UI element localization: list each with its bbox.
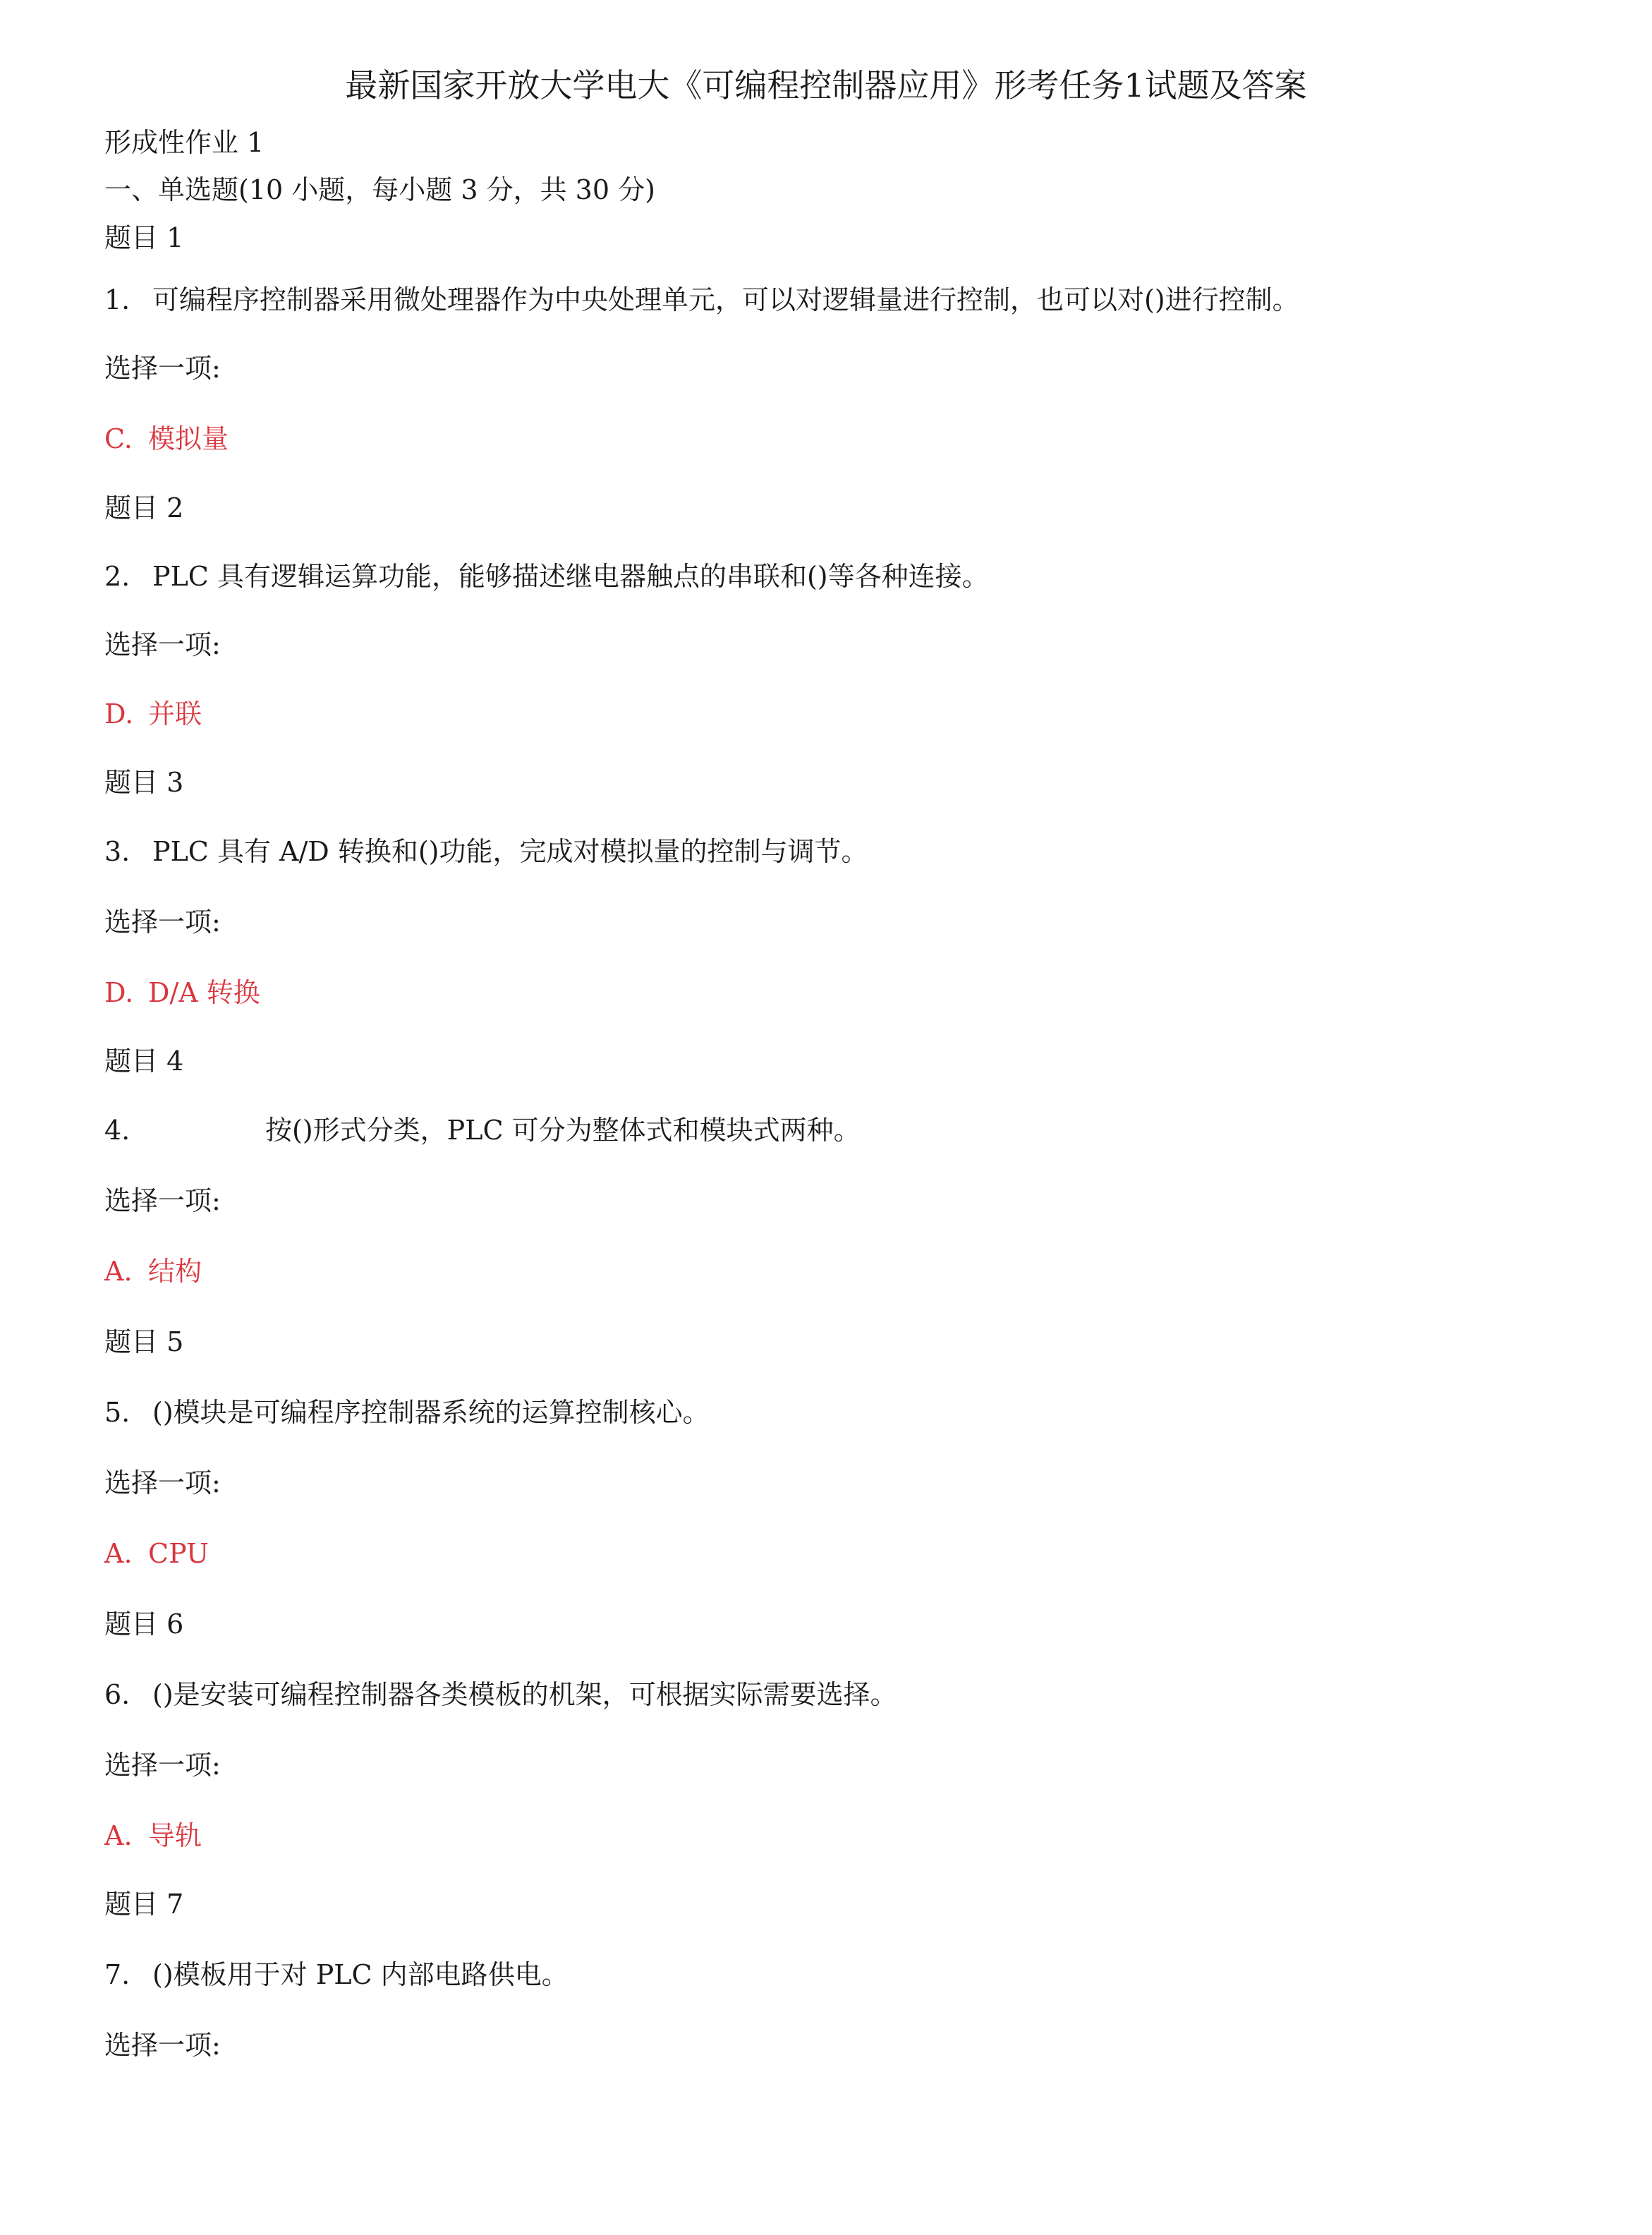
question-heading: 题目 5 — [104, 1326, 184, 1357]
answer-letter: A. — [104, 1820, 133, 1851]
answer-letter: A. — [104, 1256, 133, 1287]
answer-text: 结构 — [148, 1256, 202, 1287]
question-text — [104, 1117, 861, 1144]
question-body: PLC 具有 A/D 转换和()功能，完成对模拟量的控制与调节。 — [152, 836, 868, 867]
answer — [104, 1540, 209, 1567]
answer-text: D/A 转换 — [148, 977, 260, 1008]
section-heading: 一、单选题(10 小题，每小题 3 分，共 30 分) — [104, 174, 655, 205]
choose-label: 选择一项: — [104, 353, 221, 384]
question-heading: 题目 4 — [104, 1046, 184, 1077]
question-number: 1. — [104, 284, 130, 315]
choose-label: 选择一项: — [104, 907, 221, 938]
question-text — [104, 286, 1299, 313]
question-heading: 题目 2 — [104, 492, 184, 523]
answer-text: CPU — [148, 1538, 209, 1569]
question-text — [104, 1961, 569, 1988]
question-number: 5. — [104, 1397, 130, 1428]
question-heading: 题目 7 — [104, 1889, 184, 1920]
answer — [104, 1822, 202, 1849]
question-text — [104, 1681, 897, 1708]
answer-letter: C. — [104, 423, 133, 454]
choose-label: 选择一项: — [104, 1185, 221, 1216]
answer-text: 并联 — [148, 698, 202, 729]
question-body: ()是安装可编程控制器各类模板的机架，可根据实际需要选择。 — [152, 1679, 897, 1710]
question-text — [104, 563, 989, 590]
question-heading: 题目 6 — [104, 1609, 184, 1640]
question-heading: 题目 1 — [104, 222, 184, 253]
question-body: 可编程序控制器采用微处理器作为中央处理单元，可以对逻辑量进行控制，也可以对()进行控制。 — [152, 284, 1299, 315]
answer-letter: A. — [104, 1538, 133, 1569]
answer — [104, 979, 260, 1006]
choose-label: 选择一项: — [104, 1467, 221, 1498]
answer-text: 导轨 — [148, 1820, 202, 1851]
answer — [104, 425, 229, 452]
question-number: 2. — [104, 561, 130, 592]
choose-label: 选择一项: — [104, 629, 221, 660]
question-text — [104, 838, 868, 865]
question-text — [104, 1399, 710, 1426]
answer-letter: D. — [104, 977, 134, 1008]
choose-label: 选择一项: — [104, 1750, 221, 1781]
question-heading: 题目 3 — [104, 767, 184, 798]
question-body: 按()形式分类，PLC 可分为整体式和模块式两种。 — [265, 1115, 861, 1146]
question-number: 4. — [104, 1115, 130, 1146]
document-title: 最新国家开放大学电大《可编程控制器应用》形考任务1试题及答案 — [345, 66, 1307, 104]
choose-label: 选择一项: — [104, 2030, 221, 2061]
question-body: PLC 具有逻辑运算功能，能够描述继电器触点的串联和()等各种连接。 — [152, 561, 989, 592]
answer-text: 模拟量 — [148, 423, 229, 454]
question-number: 7. — [104, 1959, 130, 1990]
answer — [104, 698, 202, 729]
answer-letter: D. — [104, 698, 134, 729]
answer — [104, 1258, 202, 1285]
question-number: 3. — [104, 836, 130, 867]
question-body: ()模块是可编程序控制器系统的运算控制核心。 — [152, 1397, 710, 1428]
question-number: 6. — [104, 1679, 130, 1710]
assignment-heading: 形成性作业 1 — [104, 127, 265, 158]
question-body: ()模板用于对 PLC 内部电路供电。 — [152, 1959, 569, 1990]
